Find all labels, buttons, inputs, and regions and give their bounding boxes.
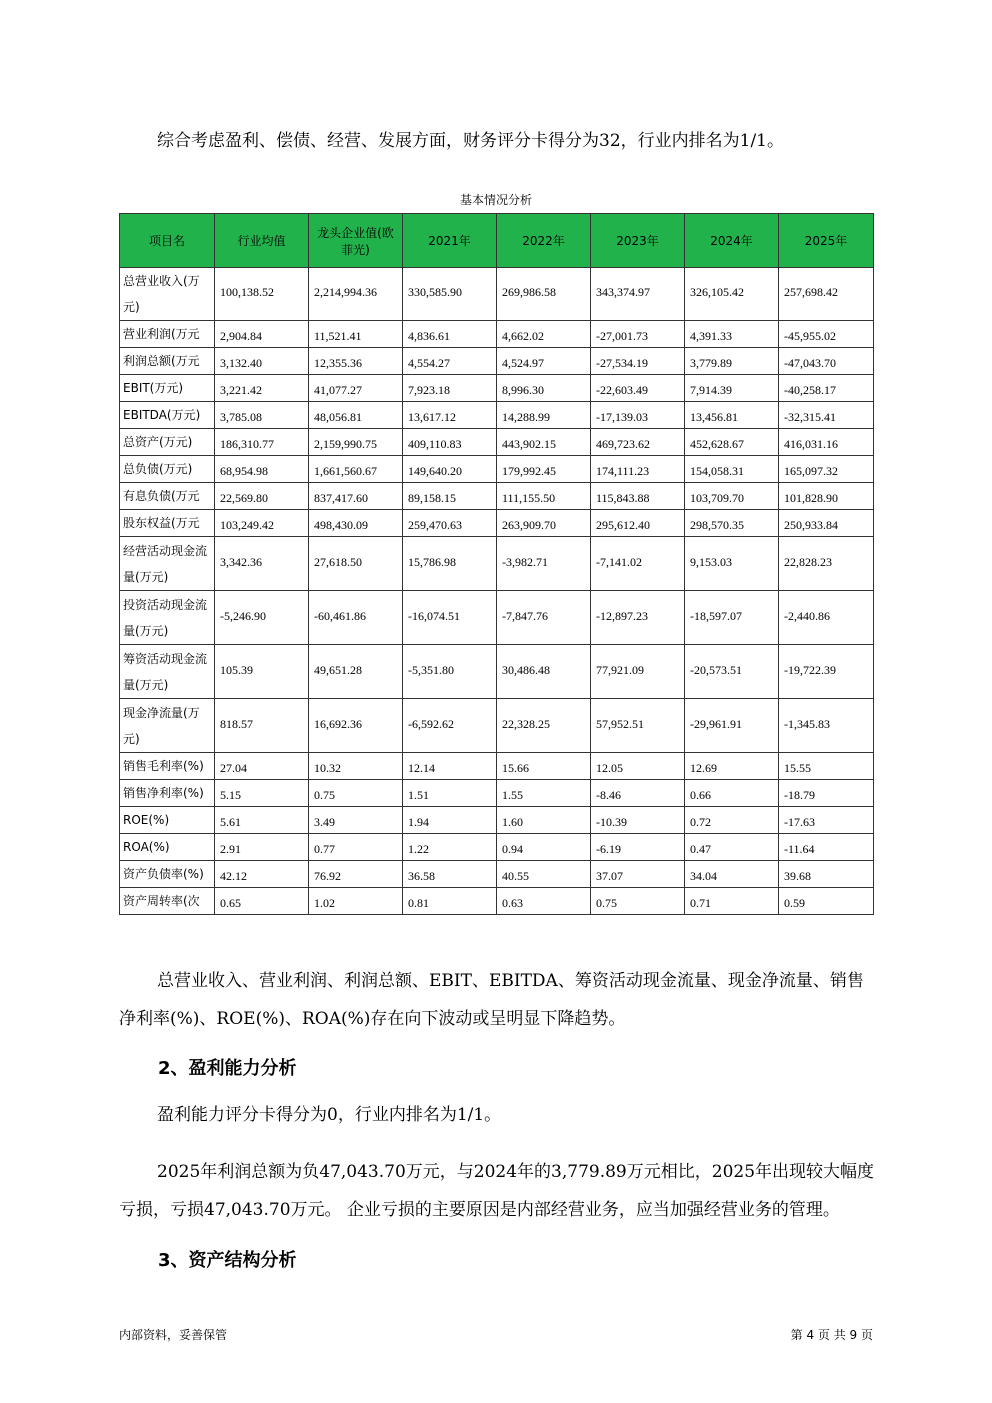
section-heading-profitability: 2、盈利能力分析: [158, 1058, 297, 1079]
table-cell: 3.49: [309, 807, 403, 834]
table-row: [120, 699, 874, 753]
profitability-body-paragraph: 2025年利润总额为负47,043.70万元，与2024年的3,779.89万元相比，2025年出现较大幅度亏损，亏损47,043.70万元。 企业亏损的主要原因是内部经营业务，应当加强经营业务的管理。: [119, 1162, 875, 1220]
row-label: EBIT(万元): [120, 375, 215, 402]
table-caption: 基本情况分析: [459, 193, 532, 207]
table-cell: 5.61: [215, 807, 309, 834]
table-row: [120, 510, 874, 537]
table-cell: 15.66: [497, 753, 591, 780]
table-cell: 4,391.33: [685, 321, 779, 348]
table-cell: 2,214,994.36: [309, 268, 403, 321]
table-cell: 330,585.90: [403, 268, 497, 321]
table-row: [120, 348, 874, 375]
table-cell: -12,897.23: [591, 591, 685, 645]
table-cell: 37.07: [591, 861, 685, 888]
table-cell: 48,056.81: [309, 402, 403, 429]
table-cell: 263,909.70: [497, 510, 591, 537]
table-cell: 3,221.42: [215, 375, 309, 402]
table-row: [120, 753, 874, 780]
table-cell: 443,902.15: [497, 429, 591, 456]
table-cell: -17,139.03: [591, 402, 685, 429]
table-cell: 179,992.45: [497, 456, 591, 483]
table-cell: -19,722.39: [779, 645, 874, 699]
table-row: [120, 402, 874, 429]
financial-table: [119, 213, 874, 915]
table-row: [120, 807, 874, 834]
table-cell: 4,662.02: [497, 321, 591, 348]
table-cell: 13,617.12: [403, 402, 497, 429]
table-cell: -18.79: [779, 780, 874, 807]
section-heading-asset-structure: 3、资产结构分析: [158, 1250, 297, 1271]
row-label: 投资活动现金流量(万元): [120, 591, 215, 645]
table-row: [120, 456, 874, 483]
table-cell: -29,961.91: [685, 699, 779, 753]
table-row: [120, 780, 874, 807]
row-label: ROA(%): [120, 834, 215, 861]
footer-page-number: 第 4 页 共 9 页: [790, 1328, 873, 1342]
row-label: 资产周转率(次: [120, 888, 215, 915]
table-cell: 0.65: [215, 888, 309, 915]
table-cell: 3,132.40: [215, 348, 309, 375]
table-cell: 818.57: [215, 699, 309, 753]
row-label: 有息负债(万元: [120, 483, 215, 510]
table-cell: 2,904.84: [215, 321, 309, 348]
table-cell: 12.69: [685, 753, 779, 780]
table-cell: -60,461.86: [309, 591, 403, 645]
table-cell: -20,573.51: [685, 645, 779, 699]
table-cell: 40.55: [497, 861, 591, 888]
table-cell: -17.63: [779, 807, 874, 834]
table-cell: 7,914.39: [685, 375, 779, 402]
table-cell: -5,246.90: [215, 591, 309, 645]
table-header-cell: 项目名: [120, 214, 215, 268]
table-cell: 12.14: [403, 753, 497, 780]
table-cell: -3,982.71: [497, 537, 591, 591]
table-cell: 100,138.52: [215, 268, 309, 321]
table-cell: -10.39: [591, 807, 685, 834]
table-header-cell: 龙头企业值(欧菲光): [309, 214, 403, 268]
table-row: [120, 375, 874, 402]
table-cell: 259,470.63: [403, 510, 497, 537]
row-label: EBITDA(万元): [120, 402, 215, 429]
table-row: [120, 537, 874, 591]
table-header-row: [120, 214, 874, 268]
row-label: 总资产(万元): [120, 429, 215, 456]
table-cell: 76.92: [309, 861, 403, 888]
table-cell: 15.55: [779, 753, 874, 780]
table-cell: 57,952.51: [591, 699, 685, 753]
table-cell: 3,785.08: [215, 402, 309, 429]
table-cell: 0.47: [685, 834, 779, 861]
table-cell: 7,923.18: [403, 375, 497, 402]
table-cell: 1.22: [403, 834, 497, 861]
row-label: ROE(%): [120, 807, 215, 834]
table-cell: 1.51: [403, 780, 497, 807]
table-row: [120, 591, 874, 645]
table-cell: 89,158.15: [403, 483, 497, 510]
table-cell: 498,430.09: [309, 510, 403, 537]
table-cell: 34.04: [685, 861, 779, 888]
row-label: 筹资活动现金流量(万元): [120, 645, 215, 699]
table-cell: 3,342.36: [215, 537, 309, 591]
table-cell: -7,847.76: [497, 591, 591, 645]
table-cell: 1.94: [403, 807, 497, 834]
table-header-cell: 2021年: [403, 214, 497, 268]
row-label: 销售净利率(%): [120, 780, 215, 807]
table-cell: 295,612.40: [591, 510, 685, 537]
table-cell: 0.63: [497, 888, 591, 915]
table-cell: 186,310.77: [215, 429, 309, 456]
table-header-cell: 行业均值: [215, 214, 309, 268]
table-cell: 30,486.48: [497, 645, 591, 699]
table-header-cell: 2024年: [685, 214, 779, 268]
table-cell: 27,618.50: [309, 537, 403, 591]
table-cell: 3,779.89: [685, 348, 779, 375]
table-cell: 1.60: [497, 807, 591, 834]
table-cell: 27.04: [215, 753, 309, 780]
table-cell: -11.64: [779, 834, 874, 861]
table-cell: 154,058.31: [685, 456, 779, 483]
table-cell: -40,258.17: [779, 375, 874, 402]
row-label: 资产负债率(%): [120, 861, 215, 888]
table-cell: 103,709.70: [685, 483, 779, 510]
table-cell: 0.75: [591, 888, 685, 915]
table-cell: -1,345.83: [779, 699, 874, 753]
table-cell: 298,570.35: [685, 510, 779, 537]
table-cell: 269,986.58: [497, 268, 591, 321]
table-cell: -16,074.51: [403, 591, 497, 645]
table-cell: 0.66: [685, 780, 779, 807]
table-cell: 15,786.98: [403, 537, 497, 591]
table-cell: 14,288.99: [497, 402, 591, 429]
table-row: [120, 645, 874, 699]
table-cell: 36.58: [403, 861, 497, 888]
table-cell: 4,554.27: [403, 348, 497, 375]
table-cell: -27,001.73: [591, 321, 685, 348]
table-cell: 0.59: [779, 888, 874, 915]
table-cell: 10.32: [309, 753, 403, 780]
row-label: 经营活动现金流量(万元): [120, 537, 215, 591]
table-cell: 22,569.80: [215, 483, 309, 510]
table-cell: 343,374.97: [591, 268, 685, 321]
table-cell: 11,521.41: [309, 321, 403, 348]
table-cell: 49,651.28: [309, 645, 403, 699]
table-cell: 111,155.50: [497, 483, 591, 510]
trend-paragraph: 总营业收入、营业利润、利润总额、EBIT、EBITDA、筹资活动现金流量、现金净流量、销售净利率(%)、ROE(%)、ROA(%)存在向下波动或呈明显下降趋势。: [119, 971, 864, 1029]
row-label: 总负债(万元): [120, 456, 215, 483]
table-cell: 416,031.16: [779, 429, 874, 456]
table-cell: -27,534.19: [591, 348, 685, 375]
table-cell: -18,597.07: [685, 591, 779, 645]
table-cell: 103,249.42: [215, 510, 309, 537]
table-cell: 5.15: [215, 780, 309, 807]
table-cell: -6,592.62: [403, 699, 497, 753]
table-cell: 837,417.60: [309, 483, 403, 510]
row-label: 总营业收入(万元): [120, 268, 215, 321]
table-cell: 174,111.23: [591, 456, 685, 483]
table-cell: 250,933.84: [779, 510, 874, 537]
table-cell: 2,159,990.75: [309, 429, 403, 456]
table-cell: 77,921.09: [591, 645, 685, 699]
table-cell: 1.55: [497, 780, 591, 807]
table-cell: 39.68: [779, 861, 874, 888]
table-cell: 469,723.62: [591, 429, 685, 456]
table-cell: -47,043.70: [779, 348, 874, 375]
table-cell: 257,698.42: [779, 268, 874, 321]
row-label: 利润总额(万元: [120, 348, 215, 375]
table-cell: 8,996.30: [497, 375, 591, 402]
table-cell: -7,141.02: [591, 537, 685, 591]
table-cell: 4,836.61: [403, 321, 497, 348]
table-cell: 105.39: [215, 645, 309, 699]
table-cell: 0.72: [685, 807, 779, 834]
table-header-cell: 2025年: [779, 214, 874, 268]
table-cell: 68,954.98: [215, 456, 309, 483]
table-cell: 9,153.03: [685, 537, 779, 591]
profitability-score-paragraph: 盈利能力评分卡得分为0，行业内排名为1/1。: [157, 1105, 502, 1125]
table-cell: 16,692.36: [309, 699, 403, 753]
table-row: [120, 429, 874, 456]
table-cell: 149,640.20: [403, 456, 497, 483]
summary-paragraph: 综合考虑盈利、偿债、经营、发展方面，财务评分卡得分为32，行业内排名为1/1。: [157, 131, 784, 151]
table-cell: 42.12: [215, 861, 309, 888]
table-cell: 13,456.81: [685, 402, 779, 429]
table-cell: -6.19: [591, 834, 685, 861]
footer-confidential: 内部资料，妥善保管: [119, 1328, 228, 1342]
table-cell: 22,328.25: [497, 699, 591, 753]
table-cell: 4,524.97: [497, 348, 591, 375]
table-header-cell: 2022年: [497, 214, 591, 268]
table-cell: 0.77: [309, 834, 403, 861]
table-cell: 12.05: [591, 753, 685, 780]
table-row: [120, 861, 874, 888]
table-cell: 22,828.23: [779, 537, 874, 591]
table-cell: -8.46: [591, 780, 685, 807]
table-row: [120, 888, 874, 915]
table-cell: 12,355.36: [309, 348, 403, 375]
table-cell: 0.81: [403, 888, 497, 915]
table-cell: -22,603.49: [591, 375, 685, 402]
row-label: 营业利润(万元: [120, 321, 215, 348]
table-cell: -2,440.86: [779, 591, 874, 645]
table-cell: 409,110.83: [403, 429, 497, 456]
table-cell: -45,955.02: [779, 321, 874, 348]
table-row: [120, 268, 874, 321]
table-row: [120, 834, 874, 861]
table-cell: 326,105.42: [685, 268, 779, 321]
table-cell: -32,315.41: [779, 402, 874, 429]
table-cell: 0.94: [497, 834, 591, 861]
row-label: 销售毛利率(%): [120, 753, 215, 780]
table-cell: 41,077.27: [309, 375, 403, 402]
row-label: 股东权益(万元: [120, 510, 215, 537]
table-cell: 2.91: [215, 834, 309, 861]
table-cell: 101,828.90: [779, 483, 874, 510]
table-cell: 115,843.88: [591, 483, 685, 510]
table-cell: -5,351.80: [403, 645, 497, 699]
table-cell: 165,097.32: [779, 456, 874, 483]
table-cell: 0.71: [685, 888, 779, 915]
table-cell: 0.75: [309, 780, 403, 807]
table-cell: 1,661,560.67: [309, 456, 403, 483]
table-cell: 452,628.67: [685, 429, 779, 456]
table-row: [120, 321, 874, 348]
table-cell: 1.02: [309, 888, 403, 915]
table-row: [120, 483, 874, 510]
row-label: 现金净流量(万元): [120, 699, 215, 753]
table-header-cell: 2023年: [591, 214, 685, 268]
